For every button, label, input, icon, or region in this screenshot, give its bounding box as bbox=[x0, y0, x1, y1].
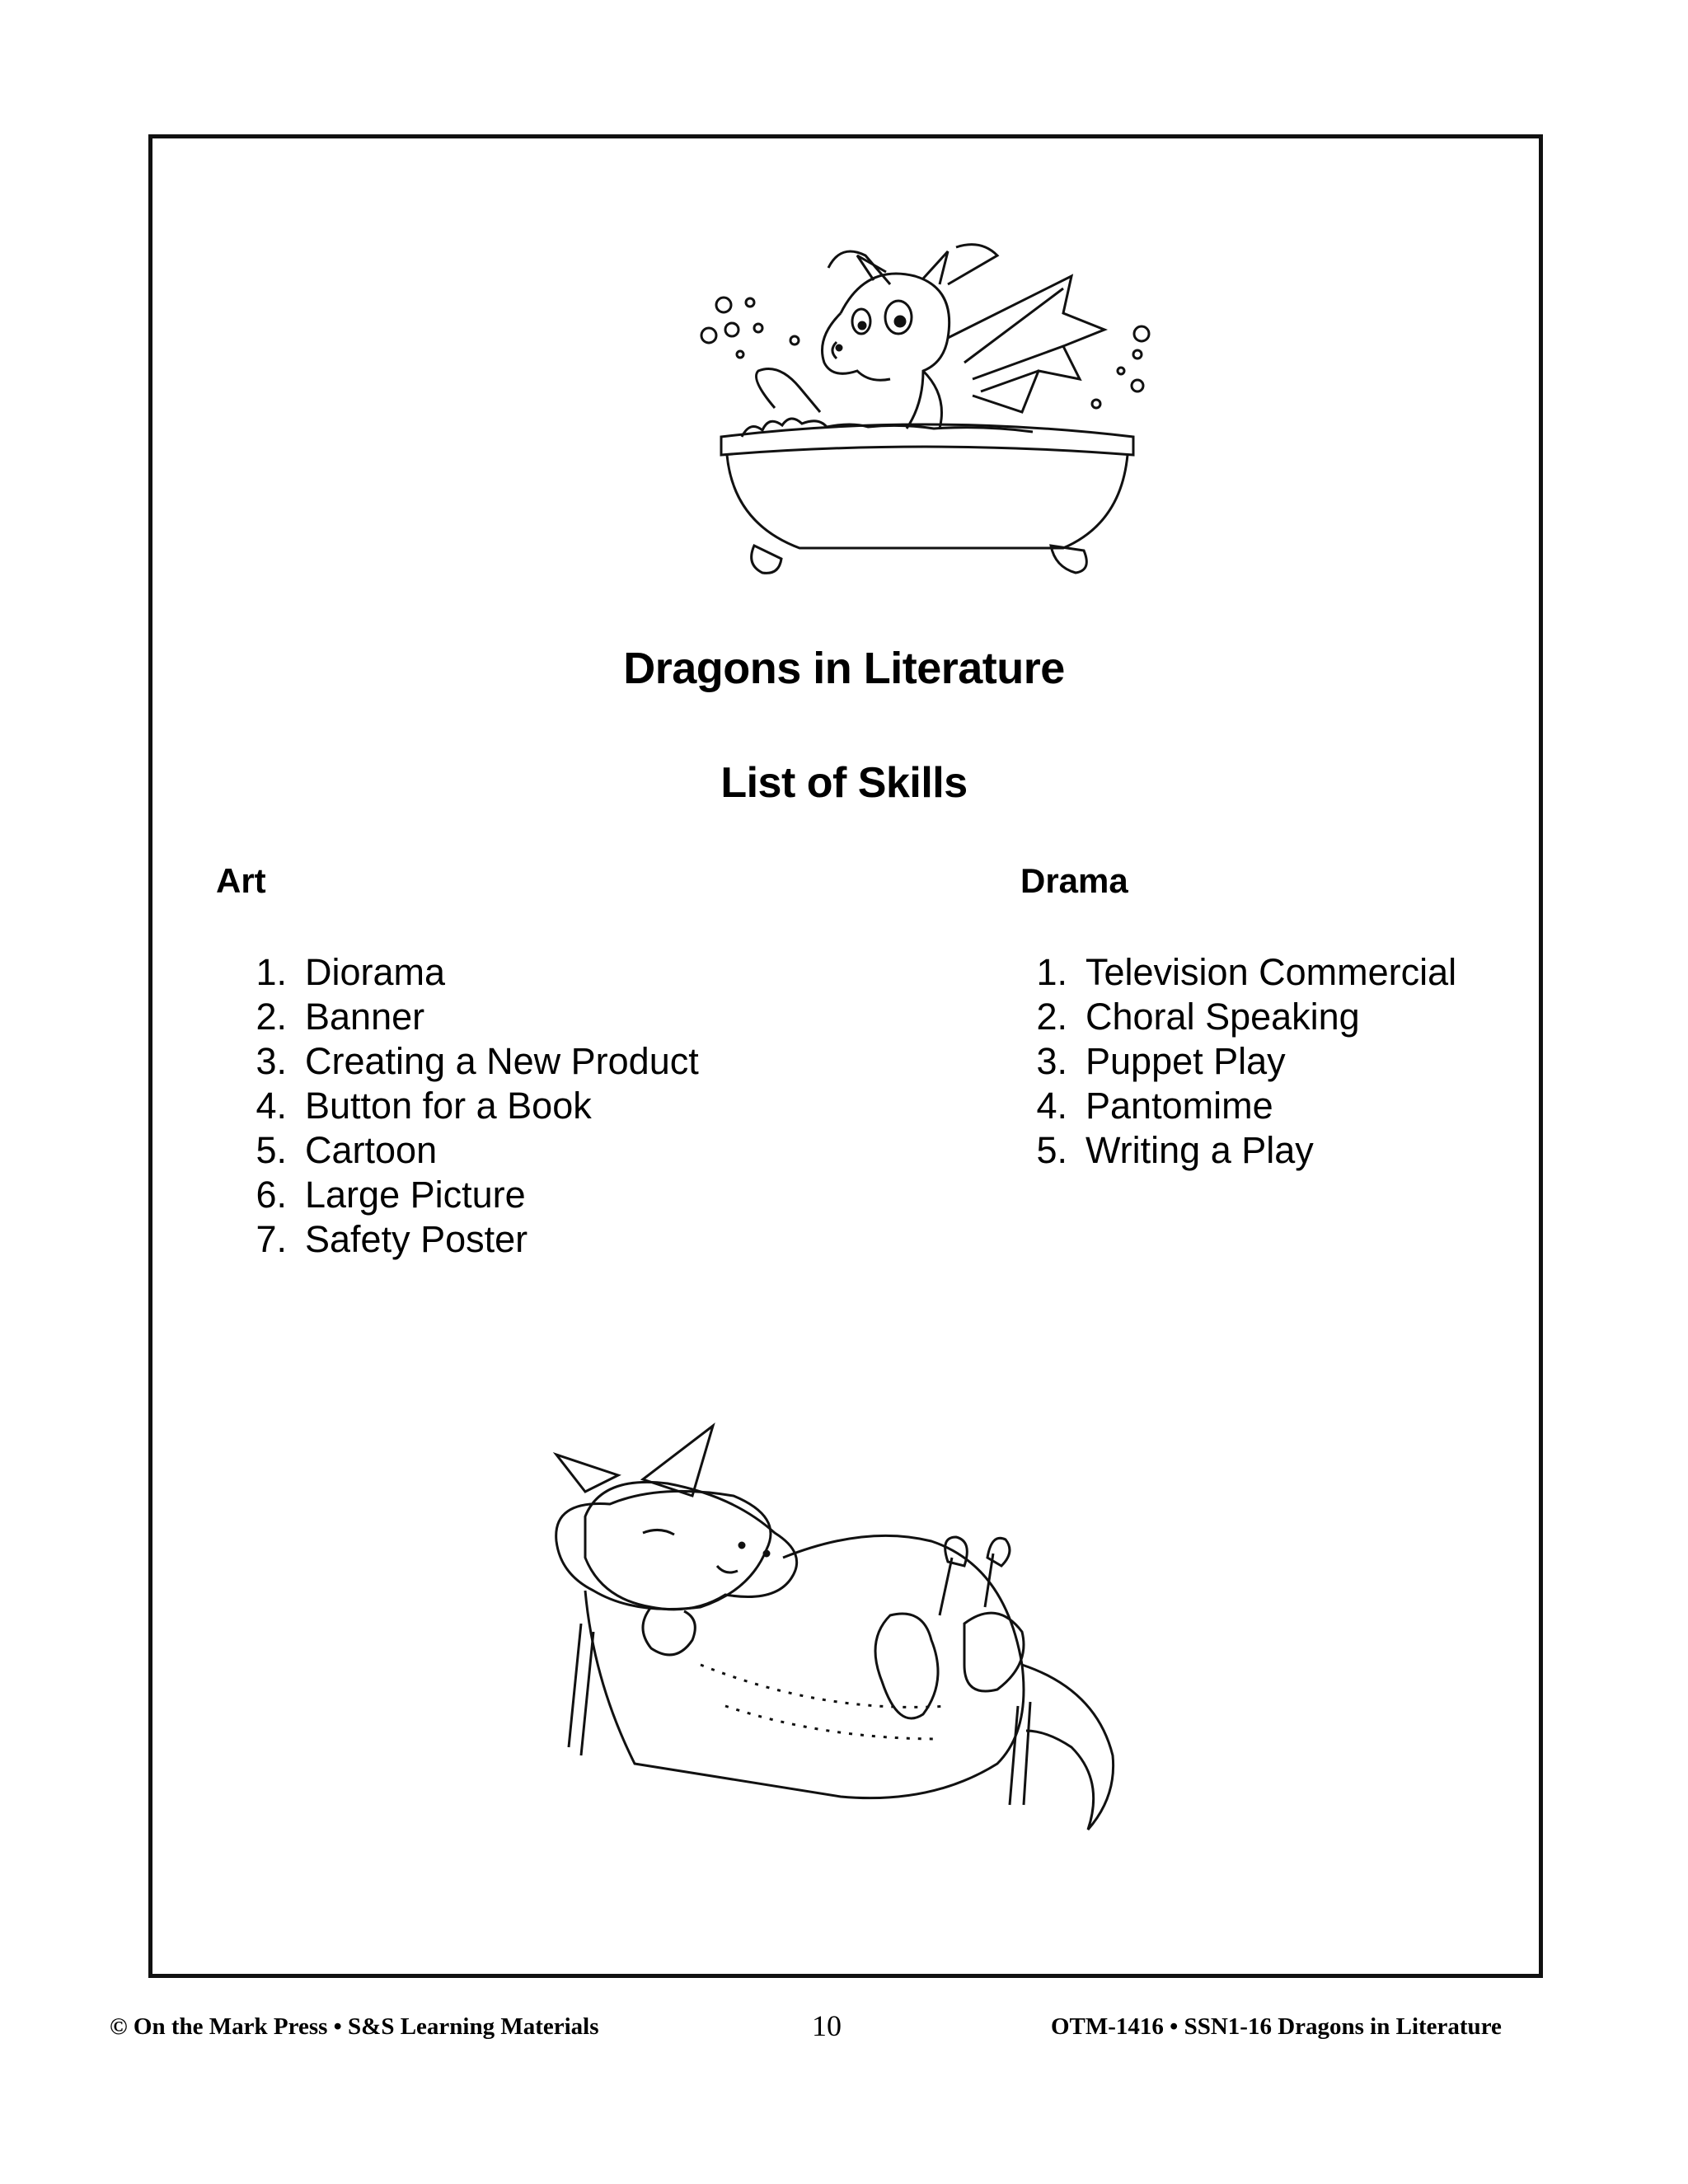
list-item: 4. Button for a Book bbox=[256, 1085, 592, 1127]
list-item: 3. Creating a New Product bbox=[256, 1040, 699, 1082]
art-heading: Art bbox=[216, 861, 266, 900]
drama-heading: Drama bbox=[1020, 861, 1128, 900]
list-item: 4. Pantomime bbox=[1036, 1085, 1273, 1127]
footer-book-code: OTM-1416 • SSN1-16 Dragons in Literature bbox=[1051, 2013, 1502, 2040]
list-item: 2. Banner bbox=[256, 996, 425, 1038]
dragon-in-bed-icon bbox=[536, 1418, 1195, 1879]
list-item: 6. Large Picture bbox=[256, 1174, 526, 1216]
dragon-in-bathtub-icon bbox=[676, 239, 1170, 593]
list-item: 5. Writing a Play bbox=[1036, 1129, 1314, 1171]
art-skill-list bbox=[229, 950, 699, 1262]
list-item: 1. Diorama bbox=[256, 951, 446, 993]
drama-skill-list bbox=[1010, 950, 1456, 1173]
list-item: 3. Puppet Play bbox=[1036, 1040, 1286, 1082]
list-item: 7. Safety Poster bbox=[256, 1218, 528, 1260]
list-item: 2. Choral Speaking bbox=[1036, 996, 1360, 1038]
list-item: 5. Cartoon bbox=[256, 1129, 438, 1171]
page-number: 10 bbox=[812, 2009, 842, 2042]
list-subtitle: List of Skills bbox=[720, 759, 968, 807]
footer-copyright: © On the Mark Press • S&S Learning Materials bbox=[110, 2013, 599, 2040]
page-title: Dragons in Literature bbox=[623, 644, 1065, 693]
list-item: 1. Television Commercial bbox=[1036, 951, 1457, 993]
